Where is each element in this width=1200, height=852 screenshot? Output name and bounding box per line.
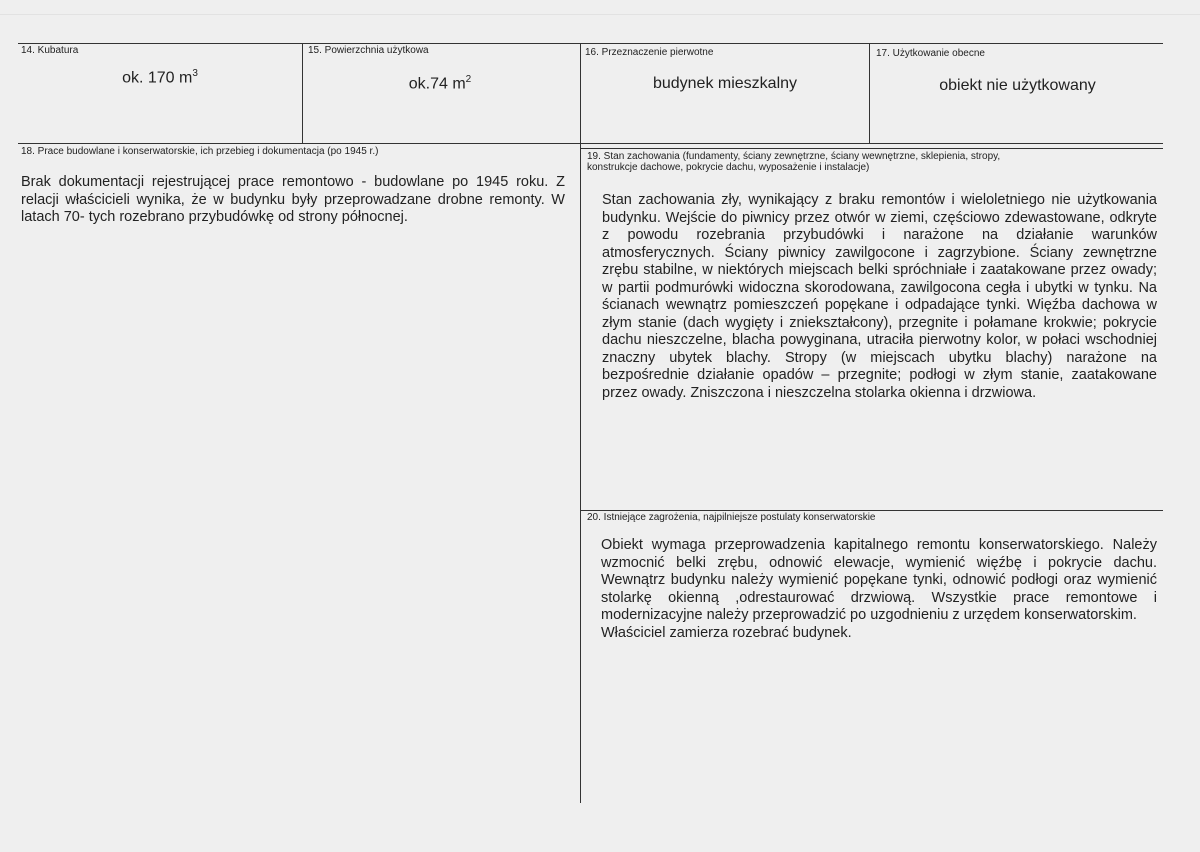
- field-20-top-border: [580, 510, 1163, 511]
- field-17-label: 17. Użytkowanie obecne: [876, 48, 985, 59]
- top-row-bottom-border: [18, 143, 1163, 144]
- divider-14-15: [302, 43, 303, 143]
- field-19-label-line2: konstrukcje dachowe, pokrycie dachu, wyposażenie i instalacje): [587, 162, 870, 173]
- field-14-value: ok. 170 $m^3$: [122, 68, 198, 87]
- main-column-divider: [580, 43, 581, 803]
- field-17-value: obiekt nie użytkowany: [939, 77, 1096, 94]
- field-20-owner-note: Właściciel zamierza rozebrać budynek.: [601, 624, 852, 641]
- field-15-value: ok.74 $m^2$: [408, 74, 472, 93]
- field-19-top-border: [580, 148, 1163, 149]
- top-row-top-border: [18, 43, 1163, 44]
- field-20-label: 20. Istniejące zagrożenia, najpilniejsze postulaty konserwatorskie: [587, 512, 876, 523]
- divider-16-17: [869, 43, 870, 143]
- field-15-label: 15. Powierzchnia użytkowa: [308, 45, 429, 56]
- field-19-text: Stan zachowania zły, wynikający z braku remontów i wieloletniego nie użytkowania budynku. Wejście do piwnicy przez otwór w ziemi, częściowo zdewastowane, odkryte z powodu rozebrania przybudówki i narażone na działanie warunków atmosferycznych. Ściany piwnicy zawilgocone i zagrzybione. Ściany zewnętrzne zrębu stabilne, w niektórych miejscach belki spróchniałe i zaatakowane przez owady; w partii podmurówki widoczna skorodowana, zawilgocona cegła i ubytki w tynku. Na ścianach wewnątrz pomieszczeń popękane i odpadające tynki. Więźba dachowa w złym stanie (dach wygięty i zniekształcony), przegnite i połamane krokwie; pokrycie dachu nieszczelne, blacha powyginana, utraciła pierwotny kolor, w połaci wschodniej znaczny ubytek blachy. Stropy (w miejscach ubytku blachy) narażone na bezpośrednie działanie opadów – przegnite; podłogi w złym stanie, zaatakowane przez owady. Zniszczona i nieszczelna stolarka okienna i drzwiowa.: [602, 192, 1157, 401]
- field-18-text: Brak dokumentacji rejestrującej prace remontowo - budowlane po 1945 roku. Z relacji właścicieli wynika, że w budynku były przeprowadzane drobne remonty. W latach 70- tych rozebrano przybudówkę od strony północnej.: [21, 174, 565, 225]
- scan-artifact-line: [0, 14, 1200, 15]
- field-16-label: 16. Przeznaczenie pierwotne: [585, 47, 714, 58]
- field-16-value: budynek mieszkalny: [652, 75, 798, 92]
- field-19-label-line1: 19. Stan zachowania (fundamenty, ściany zewnętrzne, ściany wewnętrzne, sklepienia, stropy,: [587, 151, 1001, 162]
- field-18-label: 18. Prace budowlane i konserwatorskie, ich przebieg i dokumentacja (po 1945 r.): [21, 146, 379, 157]
- field-20-text: Obiekt wymaga przeprowadzenia kapitalnego remontu konserwatorskiego. Należy wzmocnić belki zrębu, odnowić elewacje, wymienić więźbę i pokrycie dachu. Wewnątrz budynku należy wymienić popękane tynki, odnowić podłogi oraz wymienić stolarkę okienną ,odrestaurować drzwiową. Wszystkie prace remontowe i modernizacyjne należy przeprowadzić po uzgodnieniu z urzędem konserwatorskim. Właściciel zamierza rozebrać budynek.: [601, 537, 1157, 641]
- field-14-label: 14. Kubatura: [21, 45, 79, 56]
